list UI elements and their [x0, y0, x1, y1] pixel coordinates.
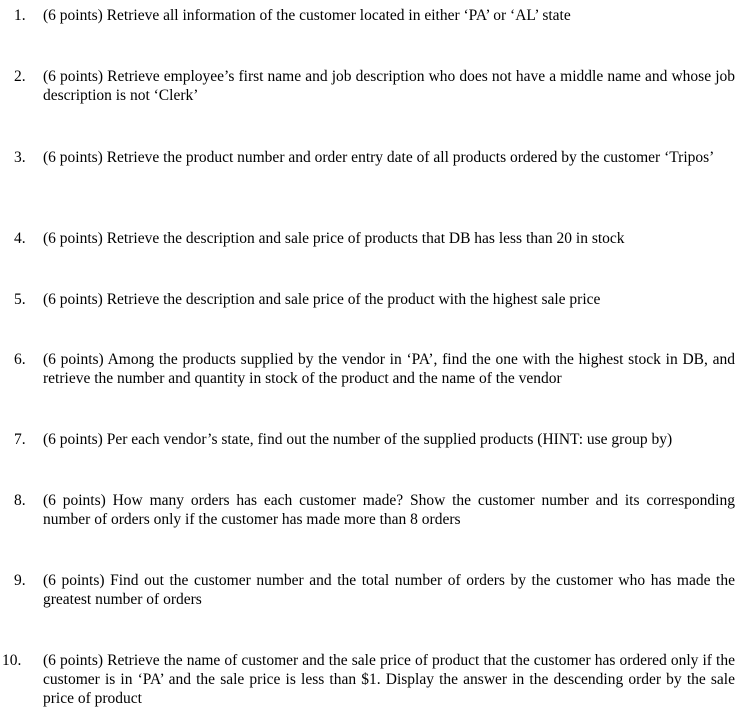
question-number: 1.: [14, 7, 26, 24]
question-8: [0, 491, 753, 529]
question-text: (6 points) Retrieve the product number and order entry date of all products ordered by the customer ‘Tripos’: [43, 149, 715, 166]
question-7: [0, 430, 753, 449]
question-text: (6 points) Among the products supplied by the vendor in ‘PA’, find the one with the highest stock in DB, and retrieve the number and quantity in stock of the product and the name of the vendor: [43, 351, 735, 387]
question-number: 5.: [14, 291, 26, 308]
question-2: [0, 67, 753, 105]
question-number: 9.: [14, 572, 26, 589]
question-text: (6 points) Per each vendor’s state, find out the number of the supplied products (HINT: use group by): [43, 431, 673, 448]
question-text: (6 points) How many orders has each customer made? Show the customer number and its corresponding number of orders only if the customer has made more than 8 orders: [43, 492, 735, 528]
question-number: 3.: [14, 149, 26, 166]
question-5: [0, 290, 753, 309]
question-number: 8.: [14, 492, 26, 509]
question-1: [0, 6, 753, 25]
question-text: (6 points) Find out the customer number and the total number of orders by the customer who has made the greatest number of orders: [43, 572, 735, 608]
question-10: [0, 651, 753, 708]
question-number: 2.: [14, 68, 26, 85]
question-number: 10.: [2, 652, 22, 669]
question-number: 6.: [14, 351, 26, 368]
question-text: (6 points) Retrieve the description and sale price of products that DB has less than 20 in stock: [43, 230, 625, 247]
question-text: (6 points) Retrieve employee’s first name and job description who does not have a middle name and whose job description is not ‘Clerk’: [43, 68, 735, 104]
question-text: (6 points) Retrieve all information of the customer located in either ‘PA’ or ‘AL’ state: [43, 7, 571, 24]
question-text: (6 points) Retrieve the description and sale price of the product with the highest sale price: [43, 291, 601, 308]
question-number: 4.: [14, 230, 26, 247]
question-3: [0, 148, 753, 167]
question-4: [0, 229, 753, 248]
question-text: (6 points) Retrieve the name of customer and the sale price of product that the customer has ordered only if the customer is in ‘PA’ and the sale price is less than $1. Display the answer in the descending order by the sale price of product: [43, 652, 735, 707]
question-number: 7.: [14, 431, 26, 448]
question-9: [0, 571, 753, 609]
question-6: [0, 350, 753, 388]
